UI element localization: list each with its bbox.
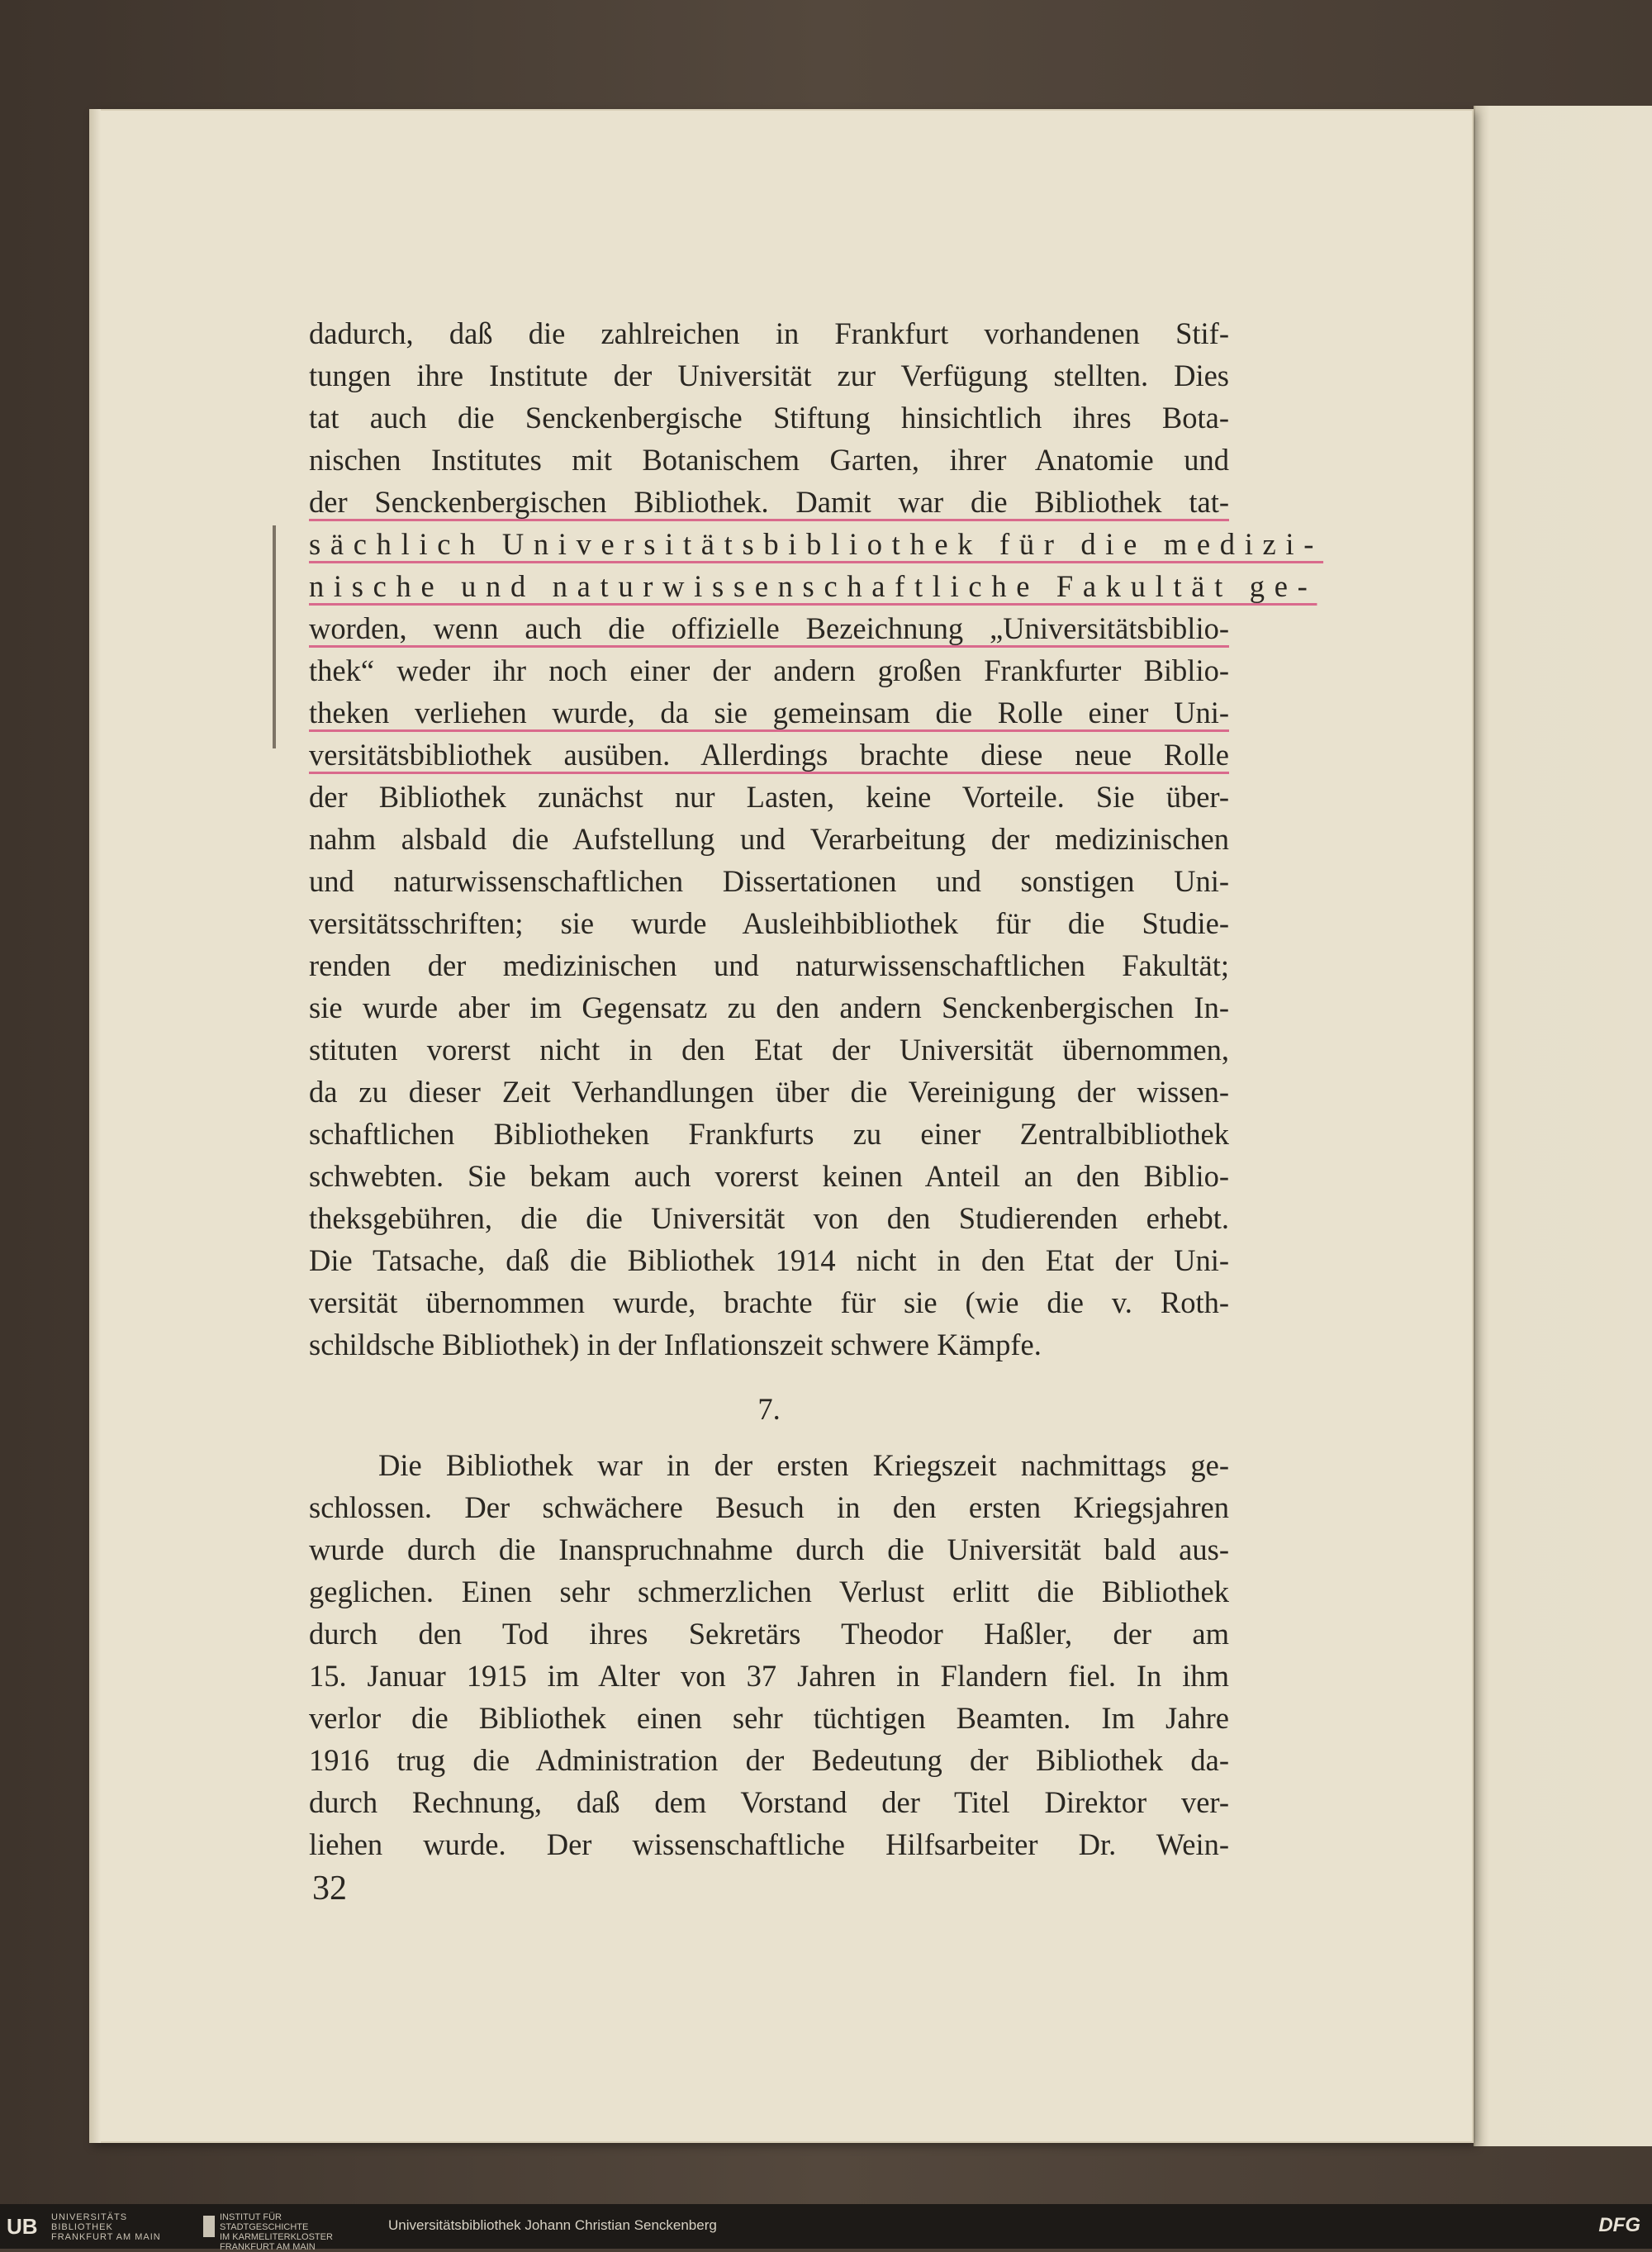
- text-line: verlor die Bibliothek einen sehr tüchtigen Beamten. Im Jahre: [309, 1701, 1229, 1735]
- text-line: wurde durch die Inanspruchnahme durch die Universität bald aus-: [309, 1532, 1229, 1566]
- text-line: geglichen. Einen sehr schmerzlichen Verlust erlitt die Bibliothek: [309, 1575, 1229, 1608]
- text-line: nischen Institutes mit Botanischem Garten, ihrer Anatomie und: [309, 443, 1229, 477]
- text-line-underlined-spaced: sächlich Universitätsbibliothek für die medizi-: [309, 527, 1324, 561]
- text-line: tungen ihre Institute der Universität zur Verfügung stellten. Dies: [309, 359, 1229, 392]
- paragraph-1: [309, 312, 1324, 1366]
- text-line-underlined: der Senckenbergischen Bibliothek. Damit war die Bibliothek tat-: [309, 485, 1229, 519]
- margin-pencil-mark: [273, 525, 276, 748]
- text-line: da zu dieser Zeit Verhandlungen über die Vereinigung der wissen-: [309, 1075, 1229, 1109]
- text-line: theksgebühren, die die Universität von den Studierenden erhebt.: [309, 1201, 1229, 1235]
- text-line: 15. Januar 1915 im Alter von 37 Jahren in Flandern fiel. In ihm: [309, 1659, 1229, 1693]
- text-line-underlined: versitätsbibliothek ausüben. Allerdings brachte diese neue Rolle: [309, 738, 1229, 772]
- text-line: stituten vorerst nicht in den Etat der Universität übernommen,: [309, 1033, 1229, 1067]
- institute-logo-text: [220, 2212, 333, 2252]
- inst-text-line: IM KARMELITERKLOSTER: [220, 2232, 333, 2242]
- ub-logo-text: [51, 2212, 161, 2242]
- text-line: renden der medizinischen und naturwissenschaftlichen Fakultät;: [309, 948, 1229, 982]
- text-line: schlossen. Der schwächere Besuch in den ersten Kriegsjahren: [309, 1490, 1229, 1524]
- inst-text-line: INSTITUT FÜR: [220, 2212, 282, 2222]
- text-line: versität übernommen wurde, brachte für sie (wie die v. Roth-: [309, 1285, 1229, 1319]
- text-line: Die Tatsache, daß die Bibliothek 1914 nicht in den Etat der Uni-: [309, 1243, 1229, 1277]
- text-line: tat auch die Senckenbergische Stiftung hinsichtlich ihres Bota-: [309, 401, 1229, 435]
- ub-text-line: FRANKFURT AM MAIN: [51, 2232, 161, 2242]
- viewer-footer-bar: [0, 2204, 1652, 2252]
- text-line: Die Bibliothek war in der ersten Kriegszeit nachmittags ge-: [378, 1448, 1229, 1482]
- dfg-logo: DFG: [1598, 2214, 1640, 2236]
- text-line: nahm alsbald die Aufstellung und Verarbeitung der medizinischen: [309, 822, 1229, 856]
- text-line: der Bibliothek zunächst nur Lasten, keine Vorteile. Sie über-: [309, 780, 1229, 814]
- institute-logo-icon: [203, 2216, 215, 2237]
- ub-text-line: BIBLIOTHEK: [51, 2222, 113, 2232]
- text-line-underlined: theken verliehen wurde, da sie gemeinsam die Rolle einer Uni-: [309, 696, 1229, 729]
- text-line: schildsche Bibliothek) in der Inflationszeit schwere Kämpfe.: [309, 1328, 1042, 1361]
- page-number: 32: [312, 1870, 347, 1908]
- text-line: versitätsschriften; sie wurde Ausleihbibliothek für die Studie-: [309, 906, 1229, 940]
- text-line: 1916 trug die Administration der Bedeutung der Bibliothek da-: [309, 1743, 1229, 1777]
- text-line: durch Rechnung, daß dem Vorstand der Titel Direktor ver-: [309, 1785, 1229, 1819]
- text-line-underlined: worden, wenn auch die offizielle Bezeichnung „Universitätsbiblio-: [309, 611, 1229, 645]
- text-line: sie wurde aber im Gegensatz zu den andern Senckenbergischen In-: [309, 991, 1229, 1024]
- paragraph-2: [309, 1444, 1229, 1865]
- text-line: schwebten. Sie bekam auch vorerst keinen Anteil an den Biblio-: [309, 1159, 1229, 1193]
- inst-text-line: FRANKFURT AM MAIN: [220, 2242, 316, 2252]
- text-line-underlined-spaced: nische und naturwissenschaftliche Fakultät ge-: [309, 569, 1317, 603]
- text-line: thek“ weder ihr noch einer der andern großen Frankfurter Biblio-: [309, 653, 1229, 687]
- text-line: und naturwissenschaftlichen Dissertationen und sonstigen Uni-: [309, 864, 1229, 898]
- text-line: schaftlichen Bibliotheken Frankfurts zu einer Zentralbibliothek: [309, 1117, 1229, 1151]
- adjacent-page-edge: [1474, 106, 1652, 2146]
- inst-text-line: STADTGESCHICHTE: [220, 2222, 309, 2232]
- text-line: durch den Tod ihres Sekretärs Theodor Haßler, der am: [309, 1617, 1229, 1651]
- ub-text-line: UNIVERSITÄTS: [51, 2212, 128, 2222]
- page-gutter-shadow: [89, 109, 101, 2143]
- ub-logo: UB: [7, 2214, 38, 2239]
- text-line: dadurch, daß die zahlreichen in Frankfurt vorhandenen Stif-: [309, 316, 1229, 350]
- text-line: liehen wurde. Der wissenschaftliche Hilfsarbeiter Dr. Wein-: [309, 1827, 1229, 1861]
- library-credit: Universitätsbibliothek Johann Christian Senckenberg: [388, 2217, 717, 2233]
- section-number: 7.: [757, 1392, 781, 1426]
